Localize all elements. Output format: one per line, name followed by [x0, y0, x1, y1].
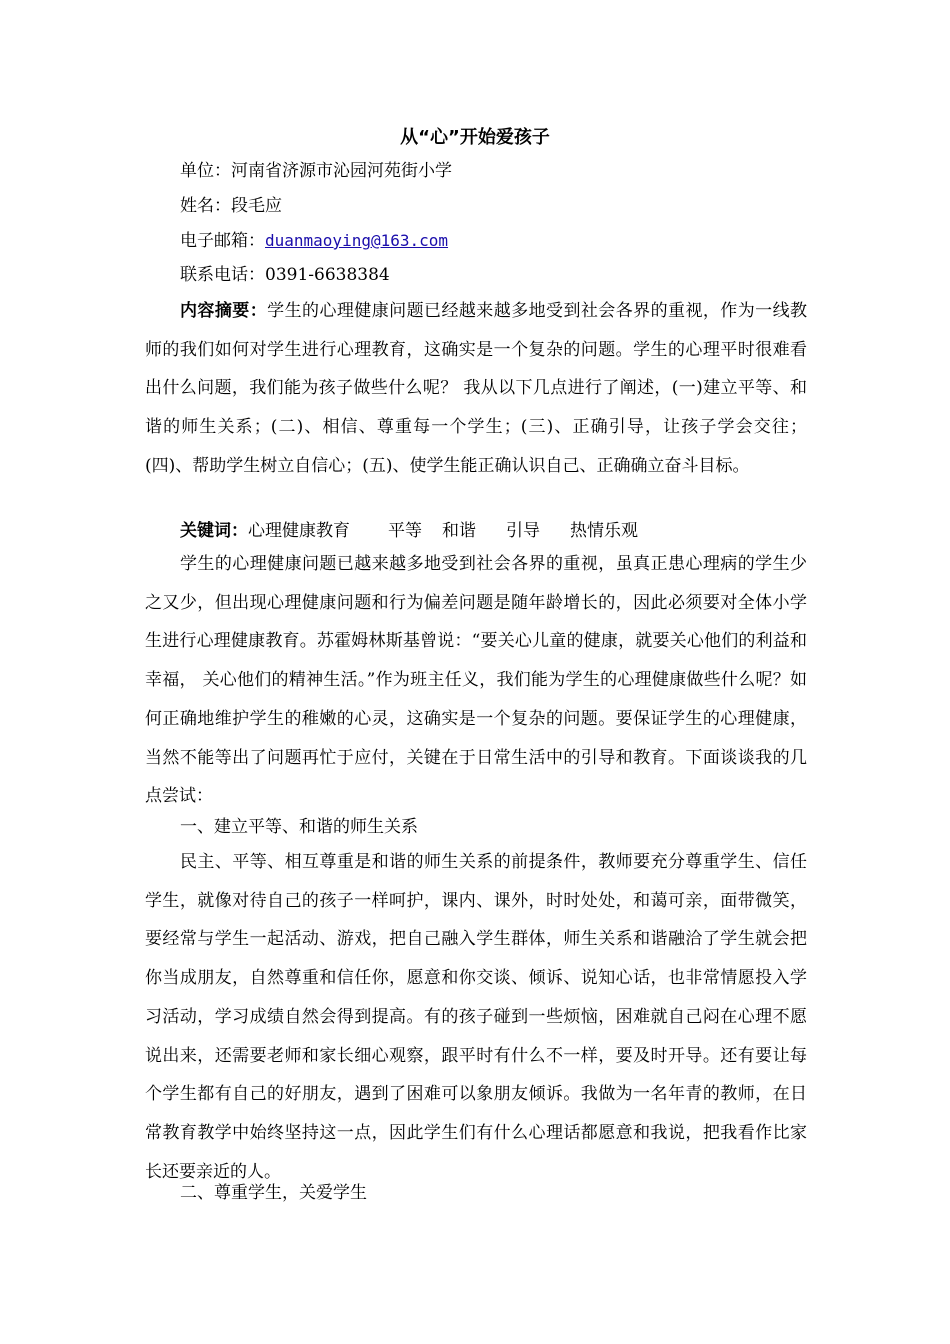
email-label: 电子邮箱：: [180, 231, 265, 251]
author-email-line: [180, 228, 448, 254]
keyword-item: 引导: [506, 521, 540, 541]
keyword-item: 热情乐观: [570, 521, 638, 541]
email-link[interactable]: duanmaoying@163.com: [265, 231, 449, 250]
author-unit: 单位：河南省济源市沁园河苑街小学: [180, 161, 452, 181]
abstract-label: 内容摘要：: [180, 301, 268, 321]
document-title: 从“心”开始爱孩子: [400, 127, 550, 148]
body-paragraph: 学生的心理健康问题已越来越多地受到社会各界的重视，虽真正患心理病的学生少之又少，但出现心理健康问题和行为偏差问题是随年龄增长的，因此必须要对全体小学生进行心理健康教育。苏霍姆林斯基曾说：“要关心儿童的健康，就要关心他们的利益和幸福， 关心他们的精神生活。”作为班主任义，我们能为学生的心理健康做些什么呢？如何正确地维护学生的稚嫩的心灵，这确实是一个复杂的问题。要保证学生的心理健康，当然不能等出了问题再忙于应付，关键在于日常生活中的引导和教育。下面谈谈我的几点尝试：: [145, 554, 807, 807]
author-phone: 联系电话：0391-6638384: [180, 265, 390, 285]
keywords-line: [180, 518, 638, 544]
section-heading: 一、建立平等、和谐的师生关系: [180, 817, 418, 837]
keyword-item: 平等: [388, 521, 422, 541]
keyword-item: 和谐: [442, 521, 476, 541]
author-name: 姓名：段毛应: [180, 196, 282, 216]
keywords-label: 关键词：: [180, 521, 248, 541]
abstract-paragraph: [145, 292, 807, 486]
abstract-text: 学生的心理健康问题已经越来越多地受到社会各界的重视，作为一线教师的我们如何对学生进行心理教育，这确实是一个复杂的问题。学生的心理平时很难看出什么问题，我们能为孩子做些什么呢？ 我从以下几点进行了阐述，(一)建立平等、和谐的师生关系；(二)、相信、尊重每一个学生；(三)、正确引导，让孩子学会交往；(四)、帮助学生树立自信心；(五)、使学生能正确认识自己、正确确立奋斗目标。: [145, 301, 808, 476]
keyword-item: 心理健康教育: [248, 521, 350, 541]
section-heading: 二、尊重学生，关爱学生: [180, 1183, 367, 1203]
body-paragraph: 民主、平等、相互尊重是和谐的师生关系的前提条件，教师要充分尊重学生、信任学生，就像对待自己的孩子一样呵护，课内、课外，时时处处，和蔼可亲，面带微笑，要经常与学生一起活动、游戏，把自己融入学生群体，师生关系和谐融洽了学生就会把你当成朋友，自然尊重和信任你，愿意和你交谈、倾诉、说知心话，也非常情愿投入学习活动，学习成绩自然会得到提高。有的孩子碰到一些烦恼，困难就自己闷在心理不愿说出来，还需要老师和家长细心观察，跟平时有什么不一样，要及时开导。还有要让每个学生都有自己的好朋友，遇到了困难可以象朋友倾诉。我做为一名年青的教师，在日常教育教学中始终坚持这一点，因此学生们有什么心理话都愿意和我说，把我看作比家长还要亲近的人。: [145, 852, 807, 1182]
